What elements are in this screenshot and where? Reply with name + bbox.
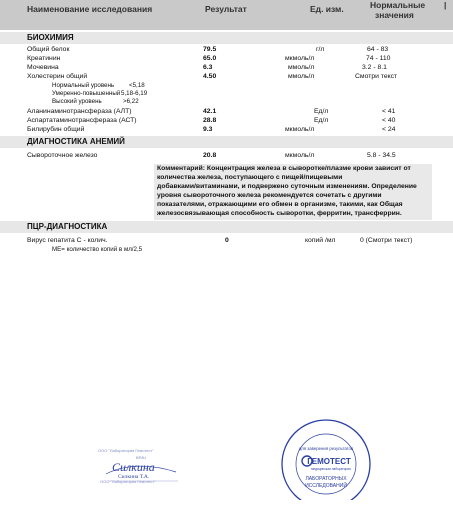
chol-note-label: Нормальный уровень [52, 82, 115, 89]
chol-note-range: 5,18-6,19 [121, 90, 148, 97]
section-anemia: ДИАГНОСТИКА АНЕМИЙ [0, 136, 453, 148]
stamp-bottom-text: ЛАБОРАТОРНЫХ [305, 476, 347, 482]
chol-note-range: >6,22 [123, 98, 139, 105]
header-col-result: Результат [205, 4, 247, 14]
row-value: 4.50 [203, 73, 217, 80]
row-name: Мочевина [27, 64, 59, 71]
row-unit: мкмоль/л [285, 152, 315, 159]
row-unit: г/л [316, 46, 325, 53]
row-unit: копий /мл [305, 237, 336, 244]
table-row [0, 63, 453, 72]
section-pcr: ПЦР-ДИАГНОСТИКА [0, 221, 453, 233]
table-row [0, 151, 453, 160]
pcr-note: МЕ= количество копий в мл/2,5 [52, 246, 143, 253]
comment-line: уровня сывороточного железа рекомендуется сочетать с другими [157, 192, 382, 200]
row-norm: 64 - 83 [367, 46, 389, 53]
table-row [0, 116, 453, 125]
comment-box [154, 164, 432, 220]
header-col-name: Наименование исследования [27, 4, 153, 14]
row-name: Аспартатаминотрансфераза (АСТ) [27, 117, 137, 124]
row-norm: Смотри текст [355, 73, 398, 80]
table-row [0, 125, 453, 134]
table-row [0, 72, 453, 81]
header-col-norm-2: значения [375, 10, 414, 20]
stamp-logo-text: ГЕМОТЕСТ [307, 457, 351, 466]
row-unit: мкмоль/л [285, 55, 315, 62]
doctor-signature-stamp [78, 445, 190, 491]
row-norm: < 24 [382, 126, 396, 133]
row-unit: Ед/л [314, 108, 329, 115]
lab-round-stamp [279, 412, 373, 500]
stamp-bottom-text: ИССЛЕДОВАНИЙ [305, 483, 347, 489]
doctor-name: Силкина Т.А. [118, 474, 150, 480]
row-name: Вирус гепатита С - колич. [27, 237, 108, 244]
comment-line: добавками/витаминами, и подвержено суточным изменениям. Определение [157, 183, 417, 191]
row-value: 20.8 [203, 152, 217, 159]
comment-line: показателями, отражающими его обмен в организме, такими, как Общая [157, 201, 403, 209]
row-value: 79.5 [203, 46, 217, 53]
row-name: Холестерин общий [27, 73, 88, 80]
row-unit: мкмоль/л [285, 126, 315, 133]
row-value: 9.3 [203, 126, 213, 133]
sig-small-text: ВРАЧ [136, 455, 147, 460]
chol-note-label: Умеренно-повышенный [52, 90, 121, 97]
chol-note-label: Высокий уровень [52, 98, 102, 105]
row-value: 28.8 [203, 117, 217, 124]
comment-line: Комментарий: Концентрация железа в сыворотке/плазме крови зависит от [157, 165, 411, 172]
row-value: 6.3 [203, 64, 213, 71]
row-norm: 74 - 110 [366, 55, 391, 62]
row-name: Аланинаминотрансфераза (АЛТ) [27, 108, 132, 115]
signature-graphic [78, 445, 190, 491]
stamp-top-text: для заверения результатов [298, 446, 354, 451]
comment-line: количества железа, поступающего с пищей/пищевыми [157, 174, 343, 182]
table-row [0, 107, 453, 116]
comment-line: железосвязывающая способность сыворотки, ферритин, трансферрин. [157, 210, 402, 218]
row-name: Общий белок [27, 46, 70, 53]
header-corner-mark: | [444, 0, 447, 10]
row-value: 65.0 [203, 55, 217, 62]
sig-small-text: ООО "Лаборатория Гемотест" [100, 479, 156, 484]
table-header [0, 0, 453, 30]
row-norm: 5.8 - 34.5 [367, 152, 396, 159]
row-norm: 0 (Смотри текст) [360, 237, 413, 244]
signature-handwriting: Силкина [112, 460, 155, 474]
row-name: Билирубин общий [27, 126, 85, 133]
row-norm: < 40 [382, 117, 396, 124]
header-col-unit: Ед. изм. [310, 4, 344, 14]
row-value: 42.1 [203, 108, 217, 115]
row-name: Сывороточное железо [27, 152, 98, 159]
section-biochem: БИОХИМИЯ [0, 32, 453, 44]
row-norm: 3.2 - 8.1 [362, 64, 387, 71]
row-norm: < 41 [382, 108, 396, 115]
table-row [0, 236, 453, 245]
header-col-norm-1: Нормальные [370, 0, 426, 10]
row-unit: ммоль/л [288, 64, 315, 71]
stamp-graphic [279, 412, 373, 500]
table-row [0, 45, 453, 54]
stamp-logo-sub: медицинская лаборатория [311, 467, 351, 471]
sig-small-text: ООО "Лаборатория Гемотест" [98, 448, 154, 453]
chol-note-range: <5,18 [129, 82, 145, 89]
row-value: 0 [225, 237, 229, 244]
table-row [0, 54, 453, 63]
row-name: Креатинин [27, 55, 61, 62]
row-unit: ммоль/л [288, 73, 315, 80]
row-unit: Ед/л [314, 117, 329, 124]
